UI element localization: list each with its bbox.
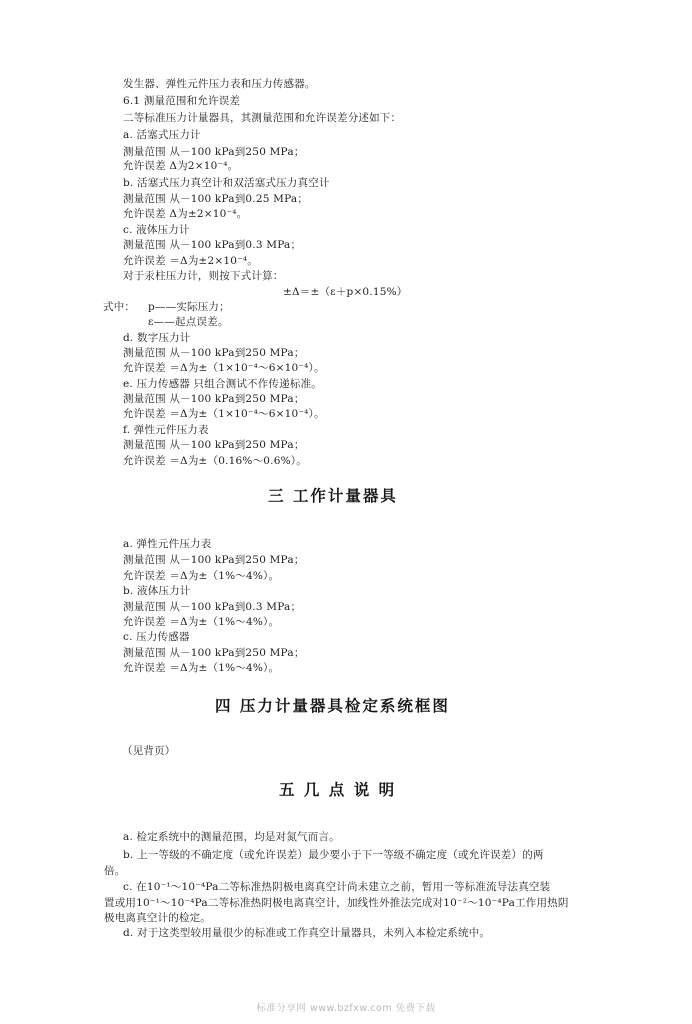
text-line: 允许误差 Δ为±2×10⁻⁴。 [123, 208, 248, 220]
text-line: 二等标准压力计量器具，其测量范围和允许误差分述如下： [123, 112, 402, 124]
text-line: 允许误差 ＝Δ为±2×10⁻⁴。 [123, 255, 259, 267]
formula: ±Δ＝±（ε＋p×0.15%） [283, 286, 408, 298]
text-line: 测量范围 从－100 kPa到250 MPa； [123, 347, 305, 359]
text-line: 允许误差 ＝Δ为±（1%～4%）。 [123, 570, 280, 582]
note-line: d. 对于这类型较用量很少的标准或工作真空计量器具，未列入本检定系统中。 [123, 927, 491, 939]
text-line: 允许误差 ＝Δ为±（1×10⁻⁴～6×10⁻⁴）。 [123, 362, 325, 374]
where-item: ε——起点误差。 [148, 316, 229, 328]
text-line: 测量范围 从－100 kPa到250 MPa； [123, 393, 305, 405]
note-line: 极电离真空计的检定。 [104, 912, 211, 924]
text-line: 测量范围 从－100 kPa到250 MPa； [123, 146, 305, 158]
section-heading: 五 几 点 说 明 [279, 781, 397, 799]
text-line: b. 活塞式压力真空计和双活塞式压力真空计 [123, 177, 330, 189]
watermark-footer: 标准分享网 www.bzfxw.com 免费下载 [256, 1003, 436, 1014]
text-line: 允许误差 ＝Δ为±（1%～4%）。 [123, 616, 280, 628]
where-item: p——实际压力； [148, 301, 230, 313]
text-line: c. 液体压力计 [123, 224, 190, 236]
see-back-note: （见背页） [122, 745, 176, 757]
note-line: c. 在10⁻¹～10⁻⁴Pa二等标准热阴极电离真空计尚未建立之前，暂用一等标准流导法真空装 [123, 881, 551, 893]
text-line: 6.1 测量范围和允许误差 [123, 95, 241, 107]
note-line: 倍。 [104, 865, 126, 877]
text-line: 测量范围 从－100 kPa到0.3 MPa； [123, 601, 302, 613]
section-heading: 三 工作计量器具 [268, 487, 398, 505]
note-line: a. 检定系统中的测量范围，均是对氮气而言。 [123, 831, 340, 843]
text-line: 对于汞柱压力计，则按下式计算： [123, 270, 284, 282]
text-line: 测量范围 从－100 kPa到0.25 MPa； [123, 193, 309, 205]
note-line: 置或用10⁻¹～10⁻⁴Pa二等标准热阴极电离真空计，加线性外推法完成对10⁻²～10⁻⁴Pa工作用热阴 [104, 897, 569, 909]
text-line: 允许误差 ＝Δ为±（0.16%～0.6%）。 [123, 455, 307, 467]
text-line: 测量范围 从－100 kPa到250 MPa； [123, 647, 305, 659]
text-line: f. 弹性元件压力表 [123, 424, 209, 436]
text-line: a. 弹性元件压力表 [123, 538, 212, 550]
note-line: b. 上一等级的不确定度（或允许误差）最少要小于下一等级不确定度（或允许误差）的两 [123, 849, 544, 861]
text-line: 测量范围 从－100 kPa到0.3 MPa； [123, 239, 302, 251]
text-line: c. 压力传感器 [123, 631, 190, 643]
text-line: e. 压力传感器 只组合测试不作传递标准。 [123, 378, 322, 390]
text-line: 允许误差 ＝Δ为±（1×10⁻⁴～6×10⁻⁴）。 [123, 408, 325, 420]
where-label: 式中： [103, 301, 136, 313]
text-line: 测量范围 从－100 kPa到250 MPa； [123, 554, 305, 566]
text-line: b. 液体压力计 [123, 585, 191, 597]
text-line: 允许误差 ＝Δ为±（1%～4%）。 [123, 662, 280, 674]
text-line: d. 数字压力计 [123, 332, 191, 344]
section-heading: 四 压力计量器具检定系统框图 [215, 697, 450, 715]
text-line: 测量范围 从－100 kPa到250 MPa； [123, 439, 305, 451]
text-line: 允许误差 Δ为2×10⁻⁴。 [123, 160, 239, 172]
text-line: 发生器、弹性元件压力表和压力传感器。 [123, 78, 316, 90]
text-line: a. 活塞式压力计 [123, 129, 201, 141]
